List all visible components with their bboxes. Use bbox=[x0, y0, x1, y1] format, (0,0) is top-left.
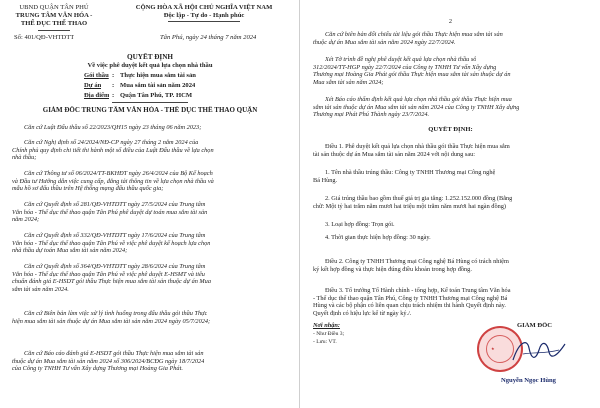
review-line: Xét Báo cáo thẩm định kết quả lựa chọn nhà thầu gói thầu Thực hiện mua bbox=[325, 96, 512, 103]
basis-line: Căn cứ Quyết định số 364/QĐ-VHTDTT ngày 28/6/2024 của Trung tâm bbox=[24, 263, 206, 270]
article-line: 3. Loại hợp đồng: Trọn gói. bbox=[325, 221, 395, 228]
decision-heading: QUYẾT ĐỊNH: bbox=[428, 126, 473, 133]
recipients-label: Nơi nhận: bbox=[313, 322, 341, 329]
article-line: - Thể dục thể thao quận Tân Phú, Công ty TNHH Thương mại Công nghệ Bá bbox=[313, 294, 508, 302]
info-separator: : bbox=[112, 92, 115, 99]
info-value: Thực hiện mua sắm tài sản bbox=[120, 72, 196, 79]
info-label: Địa điểm bbox=[84, 92, 110, 99]
basis-line: Căn cứ Luật Đấu thầu số 22/2023/QH15 ngày 23 tháng 06 năm 2023; bbox=[24, 124, 202, 131]
info-label: Dự án bbox=[84, 82, 102, 89]
review-line: thuộc dự án Mua sắm tài sản năm 2024 ngày 22/7/2024. bbox=[313, 38, 456, 46]
national-header bbox=[114, 4, 294, 20]
agency-line: THỂ DỤC THỂ THAO bbox=[20, 20, 88, 27]
article-line: Hùng và các bộ phận có liên quan chịu trách nhiệm thi hành Quyết định này. bbox=[313, 302, 506, 310]
review-line: sắm tài sản thuộc dự án Mua sắm tài sản năm 2024 của Công ty TNHH Xây dựng bbox=[313, 103, 520, 111]
article-line: Bá Hùng. bbox=[313, 176, 338, 184]
info-value: Mua sắm tài sản năm 2024 bbox=[120, 82, 196, 89]
basis-line: năm 2024; bbox=[12, 216, 40, 224]
agency-line: UBND QUẬN TÂN PHÚ bbox=[19, 4, 89, 11]
review-line: Mua sắm tài sản năm 2024; bbox=[313, 78, 384, 86]
seal-star-icon: ★ bbox=[491, 346, 495, 351]
basis-line: Văn hóa - Thể dục thể thao quận Tân Phú phê duyệt dự toán mua sắm tài sản bbox=[12, 208, 208, 216]
national-motto: Độc lập - Tự do - Hạnh phúc bbox=[163, 12, 245, 19]
signer-name: Nguyễn Ngọc Hùng bbox=[501, 377, 556, 384]
basis-line: Căn cứ Biên bản làm việc xử lý tình huống trong đấu thầu gói thầu Thực bbox=[24, 310, 208, 317]
basis-line: của Công ty TNHH Tư vấn Xây dựng Thương mại Hoàng Gia Phát. bbox=[12, 365, 183, 373]
info-separator: : bbox=[112, 72, 115, 79]
article-line: 1. Tên nhà thầu trúng thầu: Công ty TNHH Thương mại Công nghệ bbox=[325, 169, 496, 176]
basis-line: mẫu hồ sơ đấu thầu trên Hệ thống mạng đấu thầu quốc gia; bbox=[12, 185, 164, 193]
signer-title: GIÁM ĐỐC bbox=[517, 322, 552, 329]
republic-title: CỘNG HÒA XÃ HỘI CHỦ NGHĨA VIỆT NAM bbox=[135, 4, 273, 11]
decision-subtitle: Về việc phê duyệt kết quả lựa chọn nhà thầu bbox=[87, 62, 213, 69]
signature bbox=[509, 334, 569, 368]
article-line: 4. Thời gian thực hiện hợp đồng: 30 ngày. bbox=[325, 234, 431, 241]
place-date: Tân Phú, ngày 24 tháng 7 năm 2024 bbox=[160, 34, 257, 41]
basis-line: và Đầu tư Hướng dẫn việc cung cấp, đăng tải thông tin về lựa chọn nhà thầu và bbox=[12, 177, 214, 185]
basis-line: Văn hóa - Thể dục thể thao quận Tân Phú về việc phê duyệt E-HSMT và tiêu bbox=[12, 270, 205, 278]
info-underline bbox=[112, 102, 188, 103]
decision-title: QUYẾT ĐỊNH bbox=[127, 53, 173, 61]
basis-line: Căn cứ Nghị định số 24/2024/NĐ-CP ngày 27 tháng 2 năm 2024 của bbox=[24, 139, 199, 146]
review-line: Thương mại Phát Phú Thành ngày 23/7/2024. bbox=[313, 111, 430, 119]
agency-header bbox=[8, 4, 100, 28]
basis-line: sắm tài sản năm 2024. bbox=[12, 285, 69, 293]
article-line: ký kết hợp đồng và thực hiện đúng điều khoản trong hợp đồng. bbox=[313, 265, 472, 273]
decision-page-2 bbox=[301, 0, 600, 408]
article-line: tài sản thuộc dự án Mua sắm tài sản năm 2024 với nội dung sau: bbox=[313, 150, 476, 158]
basis-line: Văn hóa - Thể dục thể thao quận Tân Phú về việc phê duyệt kế hoạch lựa chọn bbox=[12, 239, 211, 247]
recipient-item: - Lưu: VT. bbox=[313, 339, 337, 345]
agency-line: TRUNG TÂM VĂN HÓA - bbox=[15, 12, 93, 19]
info-label: Gói thầu bbox=[84, 72, 109, 79]
basis-line: Căn cứ Báo cáo đánh giá E-HSDT gói thầu Thực hiện mua sắm tài sản bbox=[24, 350, 204, 357]
review-line: Xét Tờ trình đề nghị phê duyệt kết quả lựa chọn nhà thầu số bbox=[325, 56, 477, 63]
info-separator: : bbox=[112, 82, 115, 89]
basis-line: thuộc dự án Mua sắm tài sản năm 2024 số 306/2024/BCĐG ngày 18/7/2024 bbox=[12, 357, 205, 365]
review-line: Căn cứ biên bản đối chiếu tài liệu gói thầu Thực hiện mua sắm tài sản bbox=[325, 31, 503, 38]
issuing-authority: GIÁM ĐỐC TRUNG TÂM VĂN HÓA - THỂ DỤC THỂ THAO QUẬN bbox=[42, 106, 258, 114]
article-line: Điều 1. Phê duyệt kết quả lựa chọn nhà thầu gói thầu Thực hiện mua sắm bbox=[325, 143, 510, 150]
motto-underline bbox=[168, 21, 240, 22]
header-underline bbox=[38, 30, 70, 31]
recipient-item: - Như Điều 3; bbox=[313, 331, 345, 337]
basis-line: nhà thầu; bbox=[12, 154, 37, 162]
article-line: Quyết định có hiệu lực kể từ ngày ký./. bbox=[313, 309, 412, 317]
basis-line: Căn cứ Quyết định số 332/QĐ-VHTDTT ngày 17/6/2024 của Trung tâm bbox=[24, 232, 206, 239]
basis-line: Căn cứ Thông tư số 06/2024/TT-BKHĐT ngày 26/4/2024 của Bộ Kế hoạch bbox=[24, 170, 213, 177]
review-line: 312/2024/TT-HGP ngày 22/7/2024 của Công ty TNHH Tư vấn Xây dựng bbox=[313, 63, 497, 71]
basis-line: Chính phủ quy định chi tiết thi hành một số điều của Luật Đấu thầu về lựa chọn bbox=[12, 146, 214, 154]
document-number: Số: 401/QĐ-VHTDTT bbox=[14, 34, 75, 41]
article-line: Điều 2. Công ty TNHH Thương mại Công nghệ Bá Hùng có trách nhiệm bbox=[325, 258, 509, 265]
review-line: Thương mại Hoàng Gia Phát gói thầu Thực hiện mua sắm tài sản thuộc dự án bbox=[313, 71, 511, 79]
basis-line: Căn cứ Quyết định số 281/QĐ-VHTDTT ngày 27/5/2024 của Trung tâm bbox=[24, 201, 206, 208]
article-line: chữ: Một tỷ hai trăm năm mươi hai triệu một trăm năm mươi hai ngàn đồng) bbox=[313, 202, 506, 210]
basis-line: chuẩn đánh giá E-HSDT gói thầu Thực hiện mua sắm tài sản thuộc dự án Mua bbox=[12, 278, 211, 286]
basis-line: hiện mua sắm tài sản thuộc dự án Mua sắm tài sản năm 2024 ngày 05/7/2024; bbox=[12, 317, 211, 325]
basis-line: nhà thầu dự toán Mua sắm tài sản năm 2024; bbox=[12, 247, 128, 255]
article-line: Điều 3. Tổ trưởng Tổ Hành chính - tổng hợp, Kế toán Trung tâm Văn hóa bbox=[325, 287, 511, 294]
article-line: 2. Giá trúng thầu bao gồm thuế giá trị gia tăng: 1.252.152.000 đồng (Bằng bbox=[325, 195, 513, 202]
info-value: Quận Tân Phú, TP. HCM bbox=[120, 92, 193, 99]
page-number: 2 bbox=[448, 18, 453, 25]
